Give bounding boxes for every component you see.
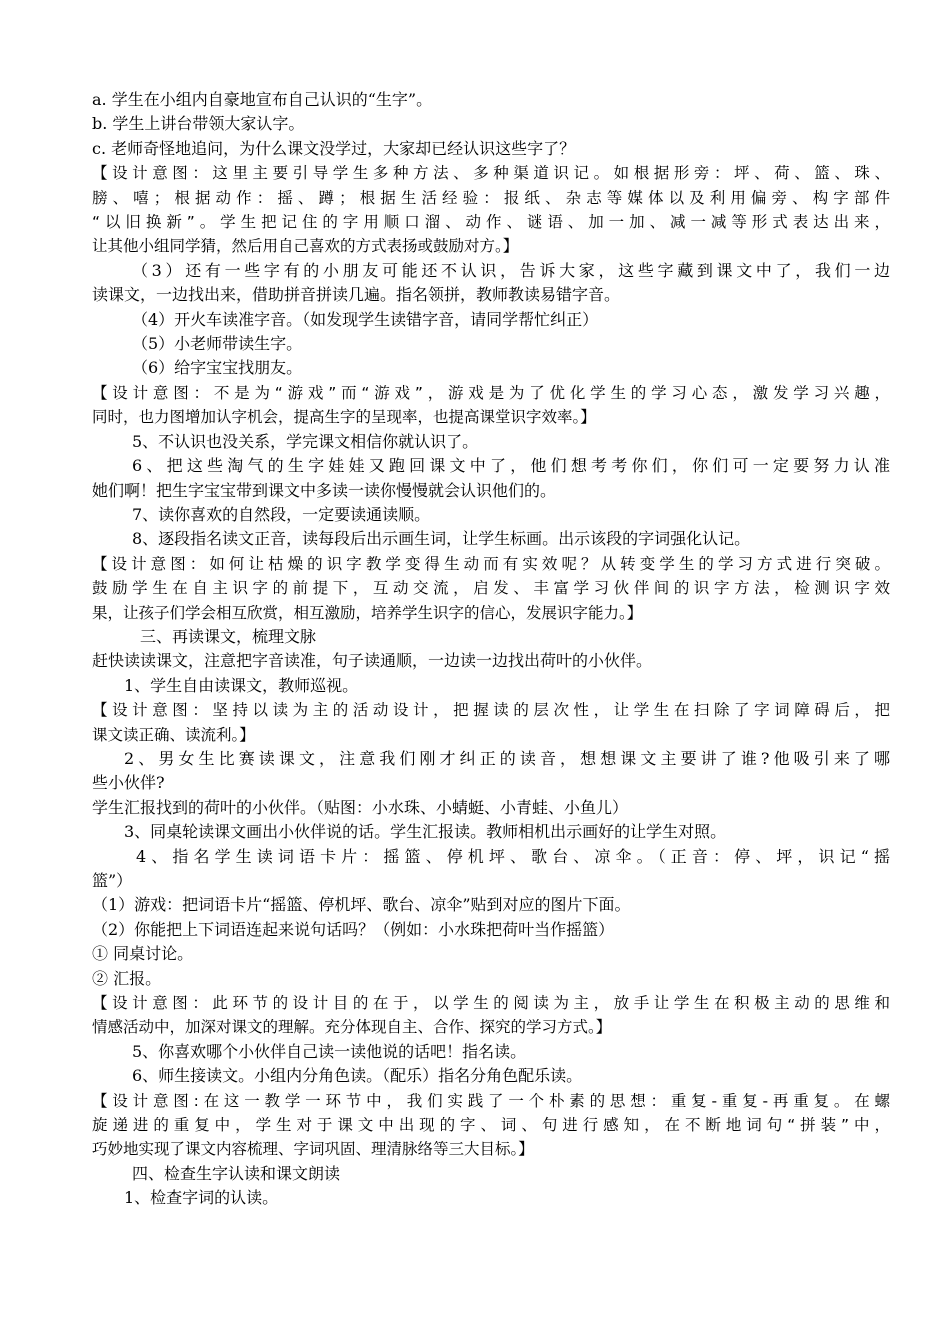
step-4: （4）开火车读准字音。（如发现学生读错字音，请同学帮忙纠正） xyxy=(132,309,599,329)
design-intent-2-line-2: 同时，也力图增加认字机会，提高生字的呈现率，也提高课堂识字效率。】 xyxy=(92,408,596,427)
section-4-item-1: 1、检查字词的认读。 xyxy=(124,1188,279,1208)
section-heading-3: 三、再读课文，梳理文脉 xyxy=(140,626,317,646)
design-intent-6-line-1: 【设计意图:在这一教学一环节中，我们实践了一个朴素的思想：重复-重复-再重复。在螺 xyxy=(92,1091,890,1110)
section-3-circle-2: ② 汇报。 xyxy=(92,968,162,988)
item-5: 5、不认识也没关系，学完课文相信你就认识了。 xyxy=(132,431,479,451)
step-5: （5）小老师带读生字。 xyxy=(132,334,303,354)
design-intent-3-line-2: 鼓励学生在自主识字的前提下，互动交流，启发、丰富学习伙伴间的识字方法，检测识字效 xyxy=(92,579,890,598)
design-intent-1-line-1: 【设计意图：这里主要引导学生多种方法、多种渠道识记。如根据形旁：坪、荷、篮、珠、 xyxy=(92,164,890,183)
item-7: 7、读你喜欢的自然段，一定要读通读顺。 xyxy=(132,504,431,524)
design-intent-2-line-1: 【设计意图：不是为“游戏”而“游戏”，游戏是为了优化学生的学习心态，激发学习兴趣， xyxy=(92,383,890,402)
section-3-item-4-line-1: 4、指名学生读词语卡片：摇篮、停机坪、歌台、凉伞。（正音：停、坪，识记“摇 xyxy=(136,846,890,866)
text-line-b: b. 学生上讲台带领大家认字。 xyxy=(92,114,305,134)
design-intent-4-line-1: 【设计意图：坚持以读为主的活动设计，把握读的层次性，让学生在扫除了字词障碍后，把 xyxy=(92,701,890,720)
section-3-item-4-line-2: 篮”） xyxy=(92,871,133,890)
item-8: 8、逐段指名读文正音，读每段后出示画生词，让学生标画。出示该段的字词强化认记。 xyxy=(132,529,751,549)
item-6-line-1: 6、把这些淘气的生字娃娃又跑回课文中了，他们想考考你们，你们可一定要努力认准 xyxy=(132,456,890,476)
step-6: （6）给字宝宝找朋友。 xyxy=(132,358,303,378)
section-heading-4: 四、检查生字认读和课文朗读 xyxy=(132,1163,341,1183)
step-3-line-1: （3）还有一些字有的小朋友可能还不认识，告诉大家，这些字藏到课文中了，我们一边 xyxy=(132,260,890,280)
section-3-circle-1: ① 同桌讨论。 xyxy=(92,944,194,964)
design-intent-6-line-3: 巧妙地实现了课文内容梳理、字词巩固、理清脉络等三大目标。】 xyxy=(92,1140,534,1159)
section-3-item-2-line-1: 2、男女生比赛读课文，注意我们刚才纠正的读音，想想课文主要讲了谁?他吸引来了哪 xyxy=(124,748,890,768)
section-3-item-6: 6、师生接读文。小组内分角色读。（配乐）指名分角色配乐读。 xyxy=(132,1066,583,1086)
section-3-intro: 赶快读读课文，注意把字音读准，句子读通顺，一边读一边找出荷叶的小伙伴。 xyxy=(92,651,653,671)
section-3-sub-2: （2）你能把上下词语连起来说句话吗？（例如：小水珠把荷叶当作摇篮） xyxy=(92,919,615,939)
design-intent-1-line-2: 膀、嘻；根据动作：摇、蹲；根据生活经验：报纸、杂志等媒体以及利用偏旁、构字部件 xyxy=(92,188,890,207)
design-intent-5-line-2: 情感活动中，加深对课文的理解。充分体现自主、合作、探究的学习方式。】 xyxy=(92,1018,612,1037)
item-6-line-2: 她们啊！把生字宝宝带到课文中多读一读你慢慢就会认识他们的。 xyxy=(92,480,557,500)
section-3-item-1: 1、学生自由读课文，教师巡视。 xyxy=(124,675,359,695)
section-3-item-3: 3、同桌轮读课文画出小伙伴说的话。学生汇报读。教师相机出示画好的让学生对照。 xyxy=(124,822,727,842)
section-3-sub-1: （1）游戏：把词语卡片“摇篮、停机坪、歌台、凉伞”贴到对应的图片下面。 xyxy=(92,895,631,915)
design-intent-1-line-4: 让其他小组同学猜，然后用自己喜欢的方式表扬或鼓励对方。】 xyxy=(92,237,519,256)
design-intent-3-line-3: 果，让孩子们学会相互欣赏，相互激励，培养学生识字的信心，发展识字能力。】 xyxy=(92,603,643,622)
text-line-c: c. 老师奇怪地追问，为什么课文没学过，大家却已经认识这些字了？ xyxy=(92,138,576,158)
design-intent-4-line-2: 课文读正确、读流利。】 xyxy=(92,725,255,744)
design-intent-5-line-1: 【设计意图：此环节的设计目的在于，以学生的阅读为主，放手让学生在积极主动的思维和 xyxy=(92,994,890,1013)
section-3-item-2-line-2: 些小伙伴? xyxy=(92,773,165,793)
design-intent-3-line-1: 【设计意图：如何让枯燥的识字教学变得生动而有实效呢？从转变学生的学习方式进行突破。 xyxy=(92,554,890,573)
section-3-report: 学生汇报找到的荷叶的小伙伴。（贴图：小水珠、小蜻蜓、小青蛙、小鱼儿） xyxy=(92,797,629,817)
text-line-a: a. 学生在小组内自豪地宣布自己认识的“生字”。 xyxy=(92,90,433,109)
design-intent-1-line-3: “以旧换新”。学生把记住的字用顺口溜、动作、谜语、加一加、减一减等形式表达出来， xyxy=(92,213,890,232)
design-intent-6-line-2: 旋递进的重复中，学生对于课文中出现的字、词、句进行感知，在不断地词句“拼装”中， xyxy=(92,1116,890,1135)
step-3-line-2: 读课文，一边找出来，借助拼音拼读几遍。指名领拼，教师教读易错字音。 xyxy=(92,285,621,305)
section-3-item-5: 5、你喜欢哪个小伙伴自己读一读他说的话吧！指名读。 xyxy=(132,1041,527,1061)
